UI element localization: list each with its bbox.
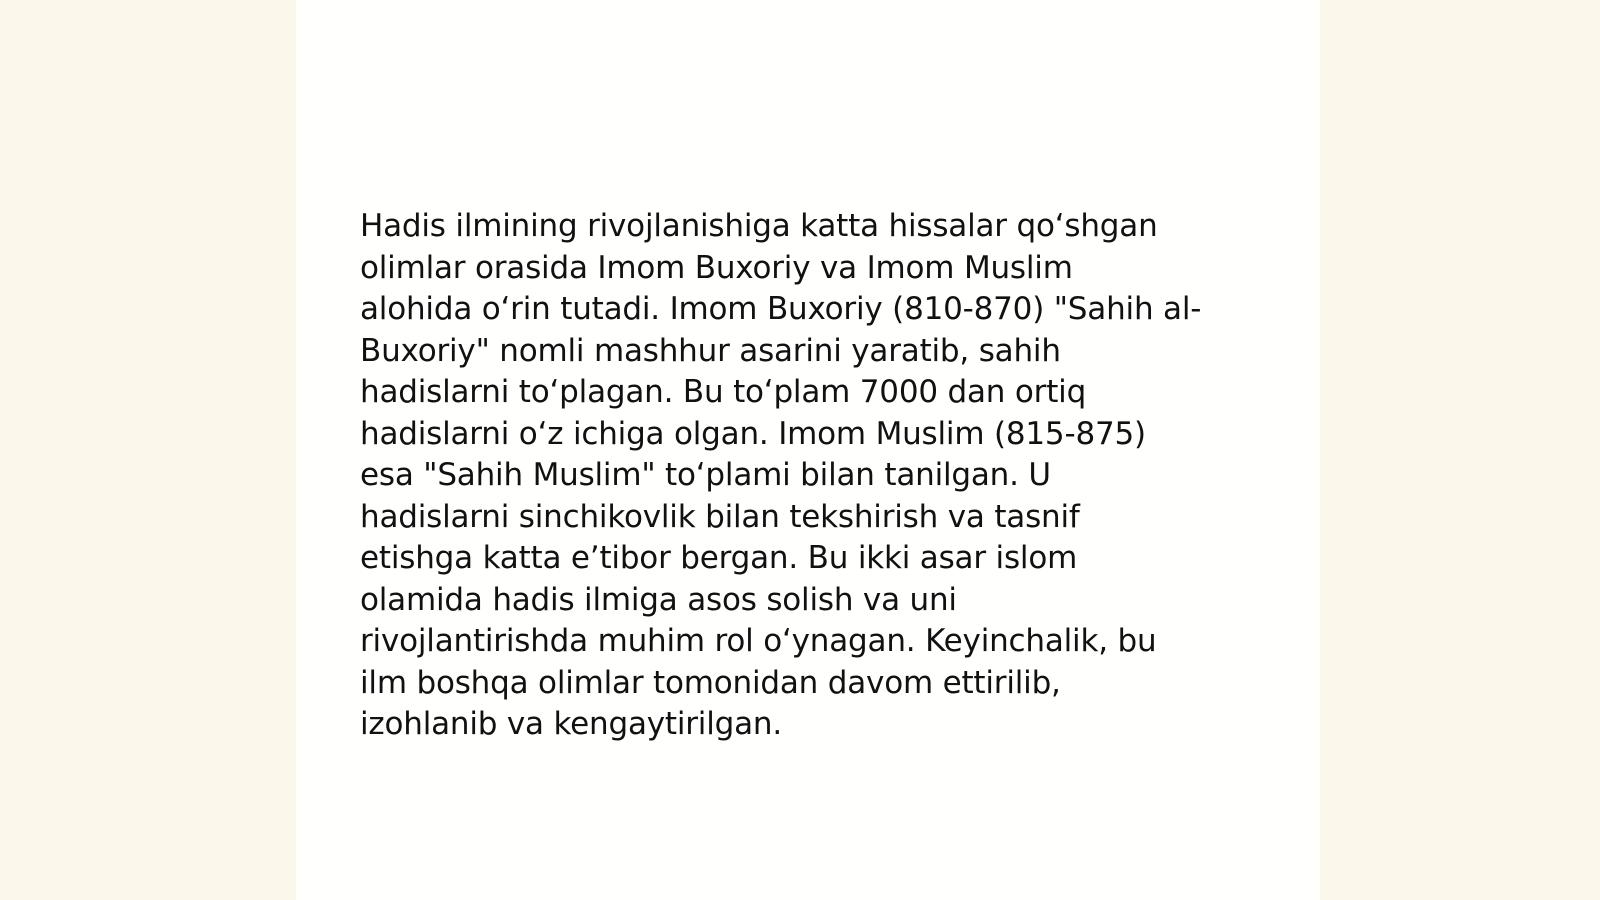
paragraph-line: etishga katta e’tibor bergan. Bu ikki asar islom — [360, 540, 1078, 576]
paragraph-line: hadislarni o‘z ichiga olgan. Imom Muslim (815-875) — [360, 415, 1146, 452]
paragraph-line: rivojlantirishda muhim rol o‘ynagan. Keyinchalik, bu — [360, 623, 1157, 659]
paragraph-line: esa "Sahih Muslim" to‘plami bilan tanilgan. U — [360, 457, 1051, 493]
document-page — [296, 0, 1320, 900]
paragraph-line: hadislarni sinchikovlik bilan tekshirish va tasnif — [360, 498, 1080, 535]
paragraph-line: alohida o‘rin tutadi. Imom Buxoriy (810-870) "Sahih al- — [360, 291, 1202, 327]
paragraph-line: hadislarni to‘plagan. Bu to‘plam 7000 dan ortiq — [360, 374, 1087, 410]
paragraph-line: izohlanib va kengaytirilgan. — [360, 706, 782, 742]
paragraph-line: Buxoriy" nomli mashhur asarini yaratib, sahih — [360, 332, 1061, 369]
paragraph-line: Hadis ilmining rivojlanishiga katta hissalar qo‘shgan — [360, 208, 1158, 244]
paragraph-line: olimlar orasida Imom Buxoriy va Imom Muslim — [360, 249, 1073, 286]
paragraph-line: olamida hadis ilmiga asos solish va uni — [360, 581, 957, 618]
paragraph-line: ilm boshqa olimlar tomonidan davom ettirilib, — [360, 664, 1061, 701]
body-paragraph — [360, 206, 1260, 746]
